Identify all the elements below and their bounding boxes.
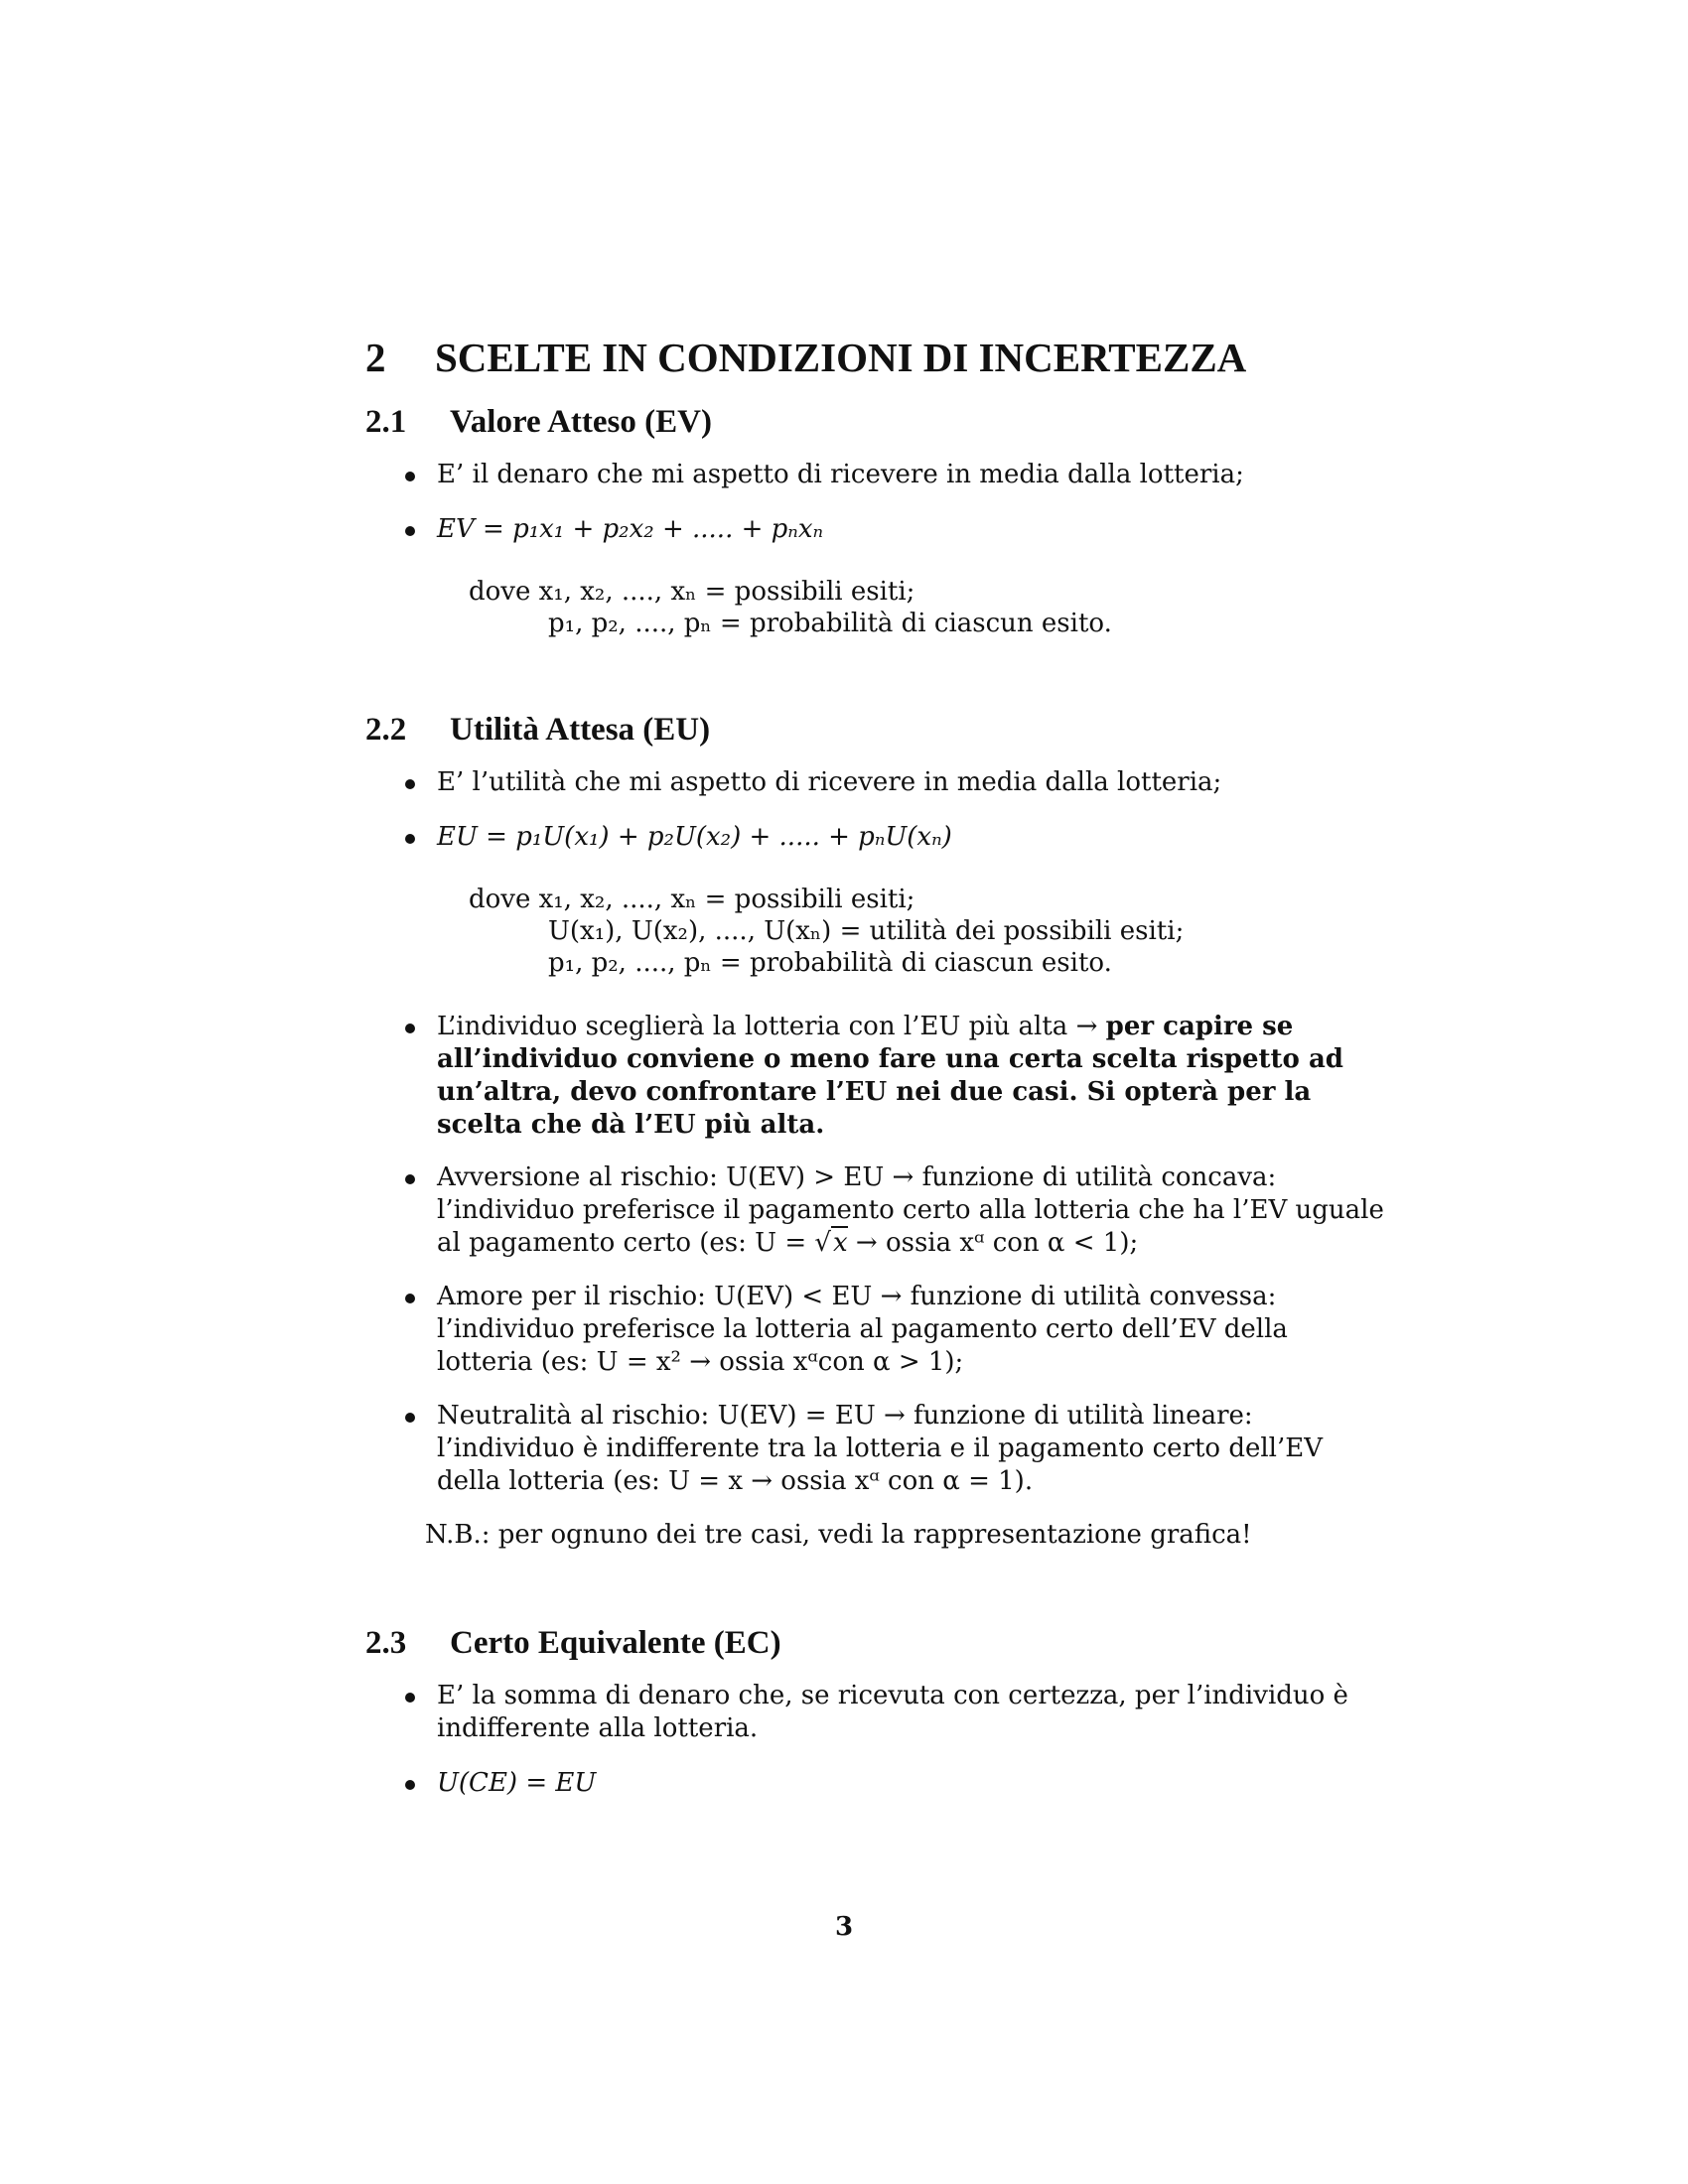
bullet-icon <box>405 779 415 789</box>
bullet-icon <box>405 472 415 481</box>
bullet-icon <box>405 1693 415 1703</box>
list-item: Avversione al rischio: U(EV) > EU → funzione di utilità concava: l’individuo preferisce il pagamento certo alla lotteria che ha l’EV uguale al pagamento certo (es: U = √x → ossia xᵅ con α < 1); <box>405 1161 1388 1260</box>
section-title: Certo Equivalente (EC) <box>450 1625 781 1661</box>
bullet-text: Avversione al rischio: U(EV) > EU → funzione di utilità concava: l’individuo preferisce il pagamento certo alla lotteria che ha l’EV uguale al pagamento certo (es: U = <box>437 1162 1384 1258</box>
bullet-icon <box>405 834 415 844</box>
formula-eu: EU = p₁U(x₁) + p₂U(x₂) + ..... + pₙU(xₙ) <box>437 822 952 852</box>
bullet-emphasis: per capire se all’individuo conviene o meno fare una certa scelta rispetto ad un’altra, devo confrontare l’EU nei due casi. Si opterà per la scelta che dà l’EU più alta. <box>437 1012 1343 1140</box>
chapter-heading <box>365 334 1246 381</box>
section-number: 2.3 <box>365 1625 407 1661</box>
bullet-text: Neutralità al rischio: U(EV) = EU → funzione di utilità lineare: l’individuo è indifferente tra la lotteria e il pagamento certo dell’EV della lotteria (es: U = x → ossia xᵅ con α = 1). <box>437 1401 1323 1496</box>
section-heading-eu <box>365 710 710 750</box>
section-number: 2.1 <box>365 404 407 440</box>
list-item <box>405 1011 1388 1142</box>
chapter-title: SCELTE IN CONDIZIONI DI INCERTEZZA <box>435 335 1247 380</box>
list-item <box>405 1767 1388 1800</box>
definition-line: p₁, p₂, ...., pₙ = probabilità di ciascun esito. <box>548 948 1112 978</box>
bullet-icon <box>405 1174 415 1184</box>
section-number: 2.2 <box>365 712 407 748</box>
list-item <box>405 766 1388 799</box>
definition-line: dove x₁, x₂, ...., xₙ = possibili esiti; <box>469 885 915 914</box>
bullet-icon <box>405 1780 415 1790</box>
list-item <box>405 821 1388 854</box>
section-heading-ec <box>365 1623 781 1663</box>
bullet-text: E’ la somma di denaro che, se ricevuta con certezza, per l’individuo è indifferente alla lotteria. <box>437 1681 1348 1743</box>
section-heading-ev <box>365 402 712 442</box>
bullet-text: E’ l’utilità che mi aspetto di ricevere in media dalla lotteria; <box>437 767 1222 797</box>
chapter-number: 2 <box>365 335 386 380</box>
note: N.B.: per ognuno dei tre casi, vedi la rappresentazione grafica! <box>425 1520 1252 1550</box>
bullet-icon <box>405 1294 415 1303</box>
list-item <box>405 1400 1388 1498</box>
formula-ce: U(CE) = EU <box>437 1768 597 1798</box>
section-title: Valore Atteso (EV) <box>450 404 712 440</box>
bullet-text: L’individuo sceglierà la lotteria con l’EU più alta → <box>437 1012 1098 1041</box>
bullet-text: → ossia xᵅ con α < 1); <box>847 1228 1139 1258</box>
definition-line: dove x₁, x₂, ...., xₙ = possibili esiti; <box>469 577 915 607</box>
bullet-icon <box>405 1413 415 1423</box>
section-title: Utilità Attesa (EU) <box>450 712 711 748</box>
sqrt-operand: x <box>832 1228 848 1258</box>
list-item <box>405 513 1388 546</box>
bullet-icon <box>405 1024 415 1033</box>
formula-ev: EV = p₁x₁ + p₂x₂ + ..... + pₙxₙ <box>437 514 824 544</box>
bullet-text: E’ il denaro che mi aspetto di ricevere in media dalla lotteria; <box>437 460 1244 489</box>
list-item <box>405 1281 1388 1379</box>
definition-line: U(x₁), U(x₂), ...., U(xₙ) = utilità dei possibili esiti; <box>548 916 1185 946</box>
bullet-text: Amore per il rischio: U(EV) < EU → funzione di utilità convessa: l’individuo preferisce la lotteria al pagamento certo dell’EV della lotteria (es: U = x² → ossia xᵅcon α > 1); <box>437 1282 1288 1377</box>
list-item <box>405 1680 1388 1745</box>
definition-line: p₁, p₂, ...., pₙ = probabilità di ciascun esito. <box>548 609 1112 638</box>
list-item <box>405 459 1388 491</box>
page-number: 3 <box>834 1912 854 1942</box>
bullet-icon <box>405 526 415 536</box>
